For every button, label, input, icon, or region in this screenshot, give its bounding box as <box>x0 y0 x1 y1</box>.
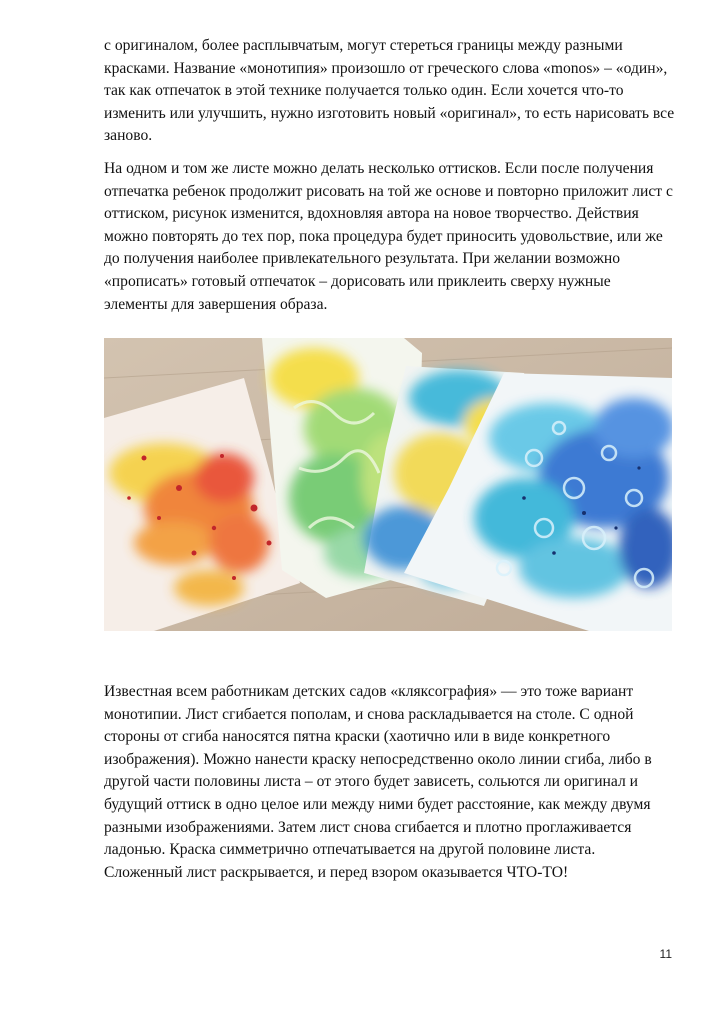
monotype-artworks-photo <box>104 338 672 631</box>
paragraph-3: Известная всем работникам детских садов «кляксография» — это тоже вариант монотипии. Лист сгибается пополам, и снова раскладывается на столе. С одной стороны от сгиба наносятся пятна краски (хаотично или в виде конкретного изображения). Можно нанести краску непосредственно около линии сгиба, либо в другой части половины листа – от этого будет зависеть, сольются ли оригинал и будущий оттиск в одно целое или между ними будет расстояние, как между двумя разными изображениями. Затем лист снова сгибается и плотно проглаживается ладонью. Краска симметрично отпечатывается на другой половине листа. Сложенный лист раскрывается, и перед взором оказывается ЧТО-ТО! <box>104 683 652 881</box>
page-number: 11 <box>659 947 672 961</box>
paragraph-1: с оригиналом, более расплывчатым, могут стереться границы между разными красками. Название «монотипия» произошло от греческого слова «monos» – «один», так как отпечаток в этой технике получается только один. Если хочется что-то изменить или улучшить, нужно изготовить новый «оригинал», то есть нарисовать все заново. <box>104 37 675 145</box>
paragraph-2: На одном и том же листе можно делать несколько оттисков. Если после получения отпечатка ребенок продолжит рисовать на той же основе и повторно приложит лист с оттиском, рисунок изменится, вдохновляя автора на новое творчество. Действия можно повторять до тех пор, пока процедура будет приносить удовольствие, или же до получения наиболее привлекательного результата. При желании возможно «прописать» готовый отпечаток – дорисовать или приклеить сверху нужные элементы для завершения образа. <box>104 160 673 313</box>
